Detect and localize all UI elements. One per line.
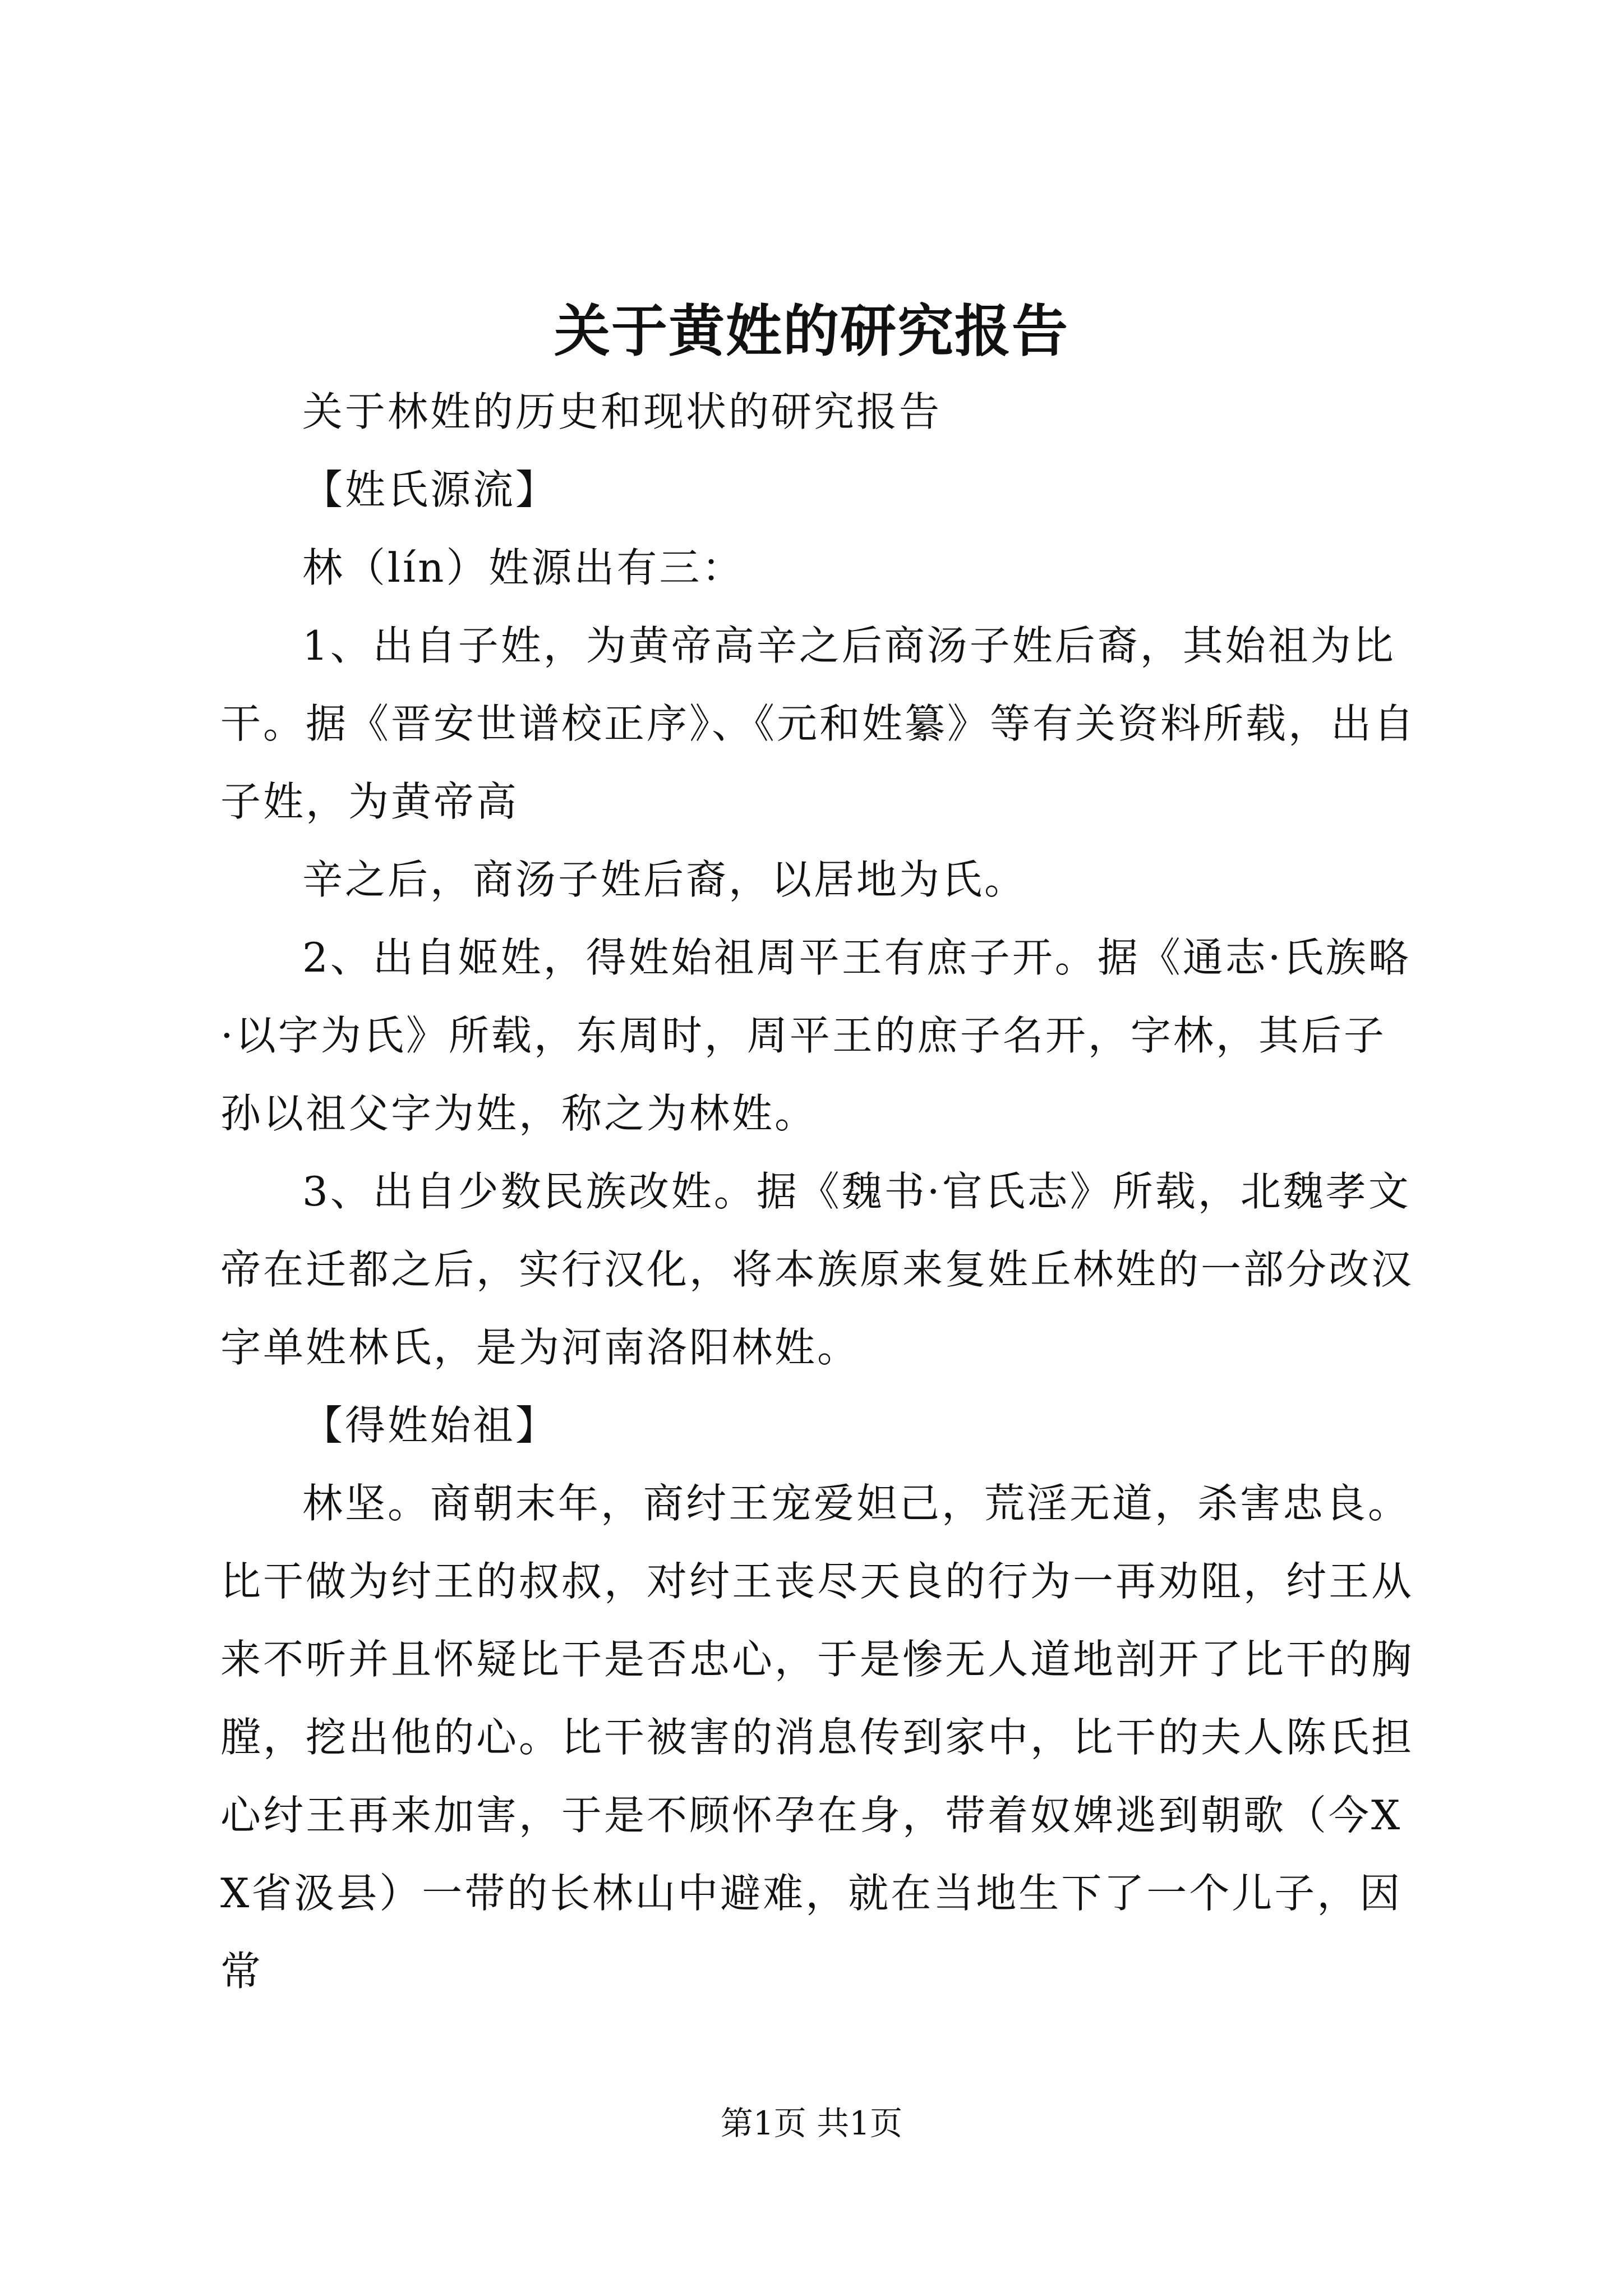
document-title: 关于黄姓的研究报告 bbox=[554, 298, 1069, 364]
page-number-footer: 第1页 共1页 bbox=[720, 2104, 903, 2142]
document-body bbox=[220, 373, 1421, 2010]
paragraph-section-origin: 【姓氏源流】 bbox=[302, 466, 559, 513]
paragraph-origin-3: 3、出自少数民族改姓。据《魏书·官氏志》所载，北魏孝文帝在迁都之后，实行汉化，将本族原来复姓丘林姓的一部分改汉字单姓林氏，是为河南洛阳林姓。 bbox=[220, 1168, 1414, 1371]
paragraph-origin-1: 1、出自子姓，为黄帝高辛之后商汤子姓后裔，其始祖为比干。据《晋安世谱校正序》、《元和姓纂》等有关资料所载，出自子姓，为黄帝高 bbox=[220, 622, 1417, 825]
paragraph-subtitle: 关于林姓的历史和现状的研究报告 bbox=[302, 388, 942, 435]
paragraph-origin-1-cont: 辛之后，商汤子姓后裔，以居地为氏。 bbox=[302, 856, 1027, 903]
paragraph-section-ancestor: 【得姓始祖】 bbox=[302, 1402, 559, 1449]
paragraph-ancestor: 林坚。商朝末年，商纣王宠爱妲己，荒淫无道，杀害忠良。比干做为纣王的叔叔，对纣王丧尽天良的行为一再劝阻，纣王从来不听并且怀疑比干是否忠心，于是惨无人道地剖开了比干的胸膛，挖出他的心。比干被害的消息传到家中，比干的夫人陈氏担心纣王再来加害，于是不顾怀孕在身，带着奴婢逃到朝歌（今XX省汲县）一带的长林山中避难，就在当地生下了一个儿子，因常 bbox=[220, 1480, 1414, 1995]
paragraph-origin-intro: 林（lín）姓源出有三： bbox=[302, 544, 745, 591]
paragraph-origin-2: 2、出自姬姓，得姓始祖周平王有庶子开。据《通志·氏族略·以字为氏》所载，东周时，周平王的庶子名开，字林，其后子孙以祖父字为姓，称之为林姓。 bbox=[220, 934, 1411, 1137]
